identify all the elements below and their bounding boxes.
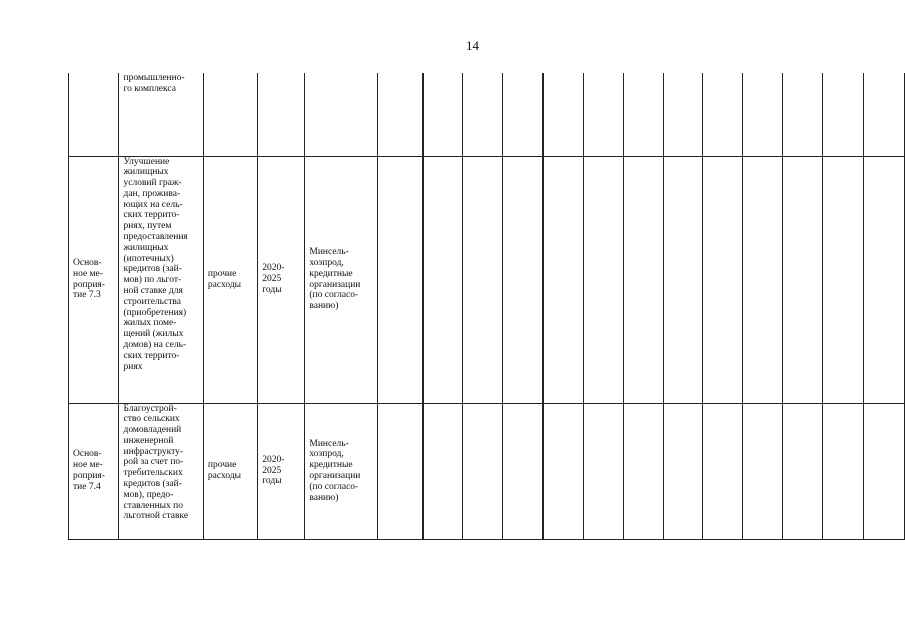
program-activities-table bbox=[68, 73, 905, 540]
executor-cell: Минсель- хозпрод, кредитные организации (по согласо- ванию) bbox=[305, 156, 377, 403]
empty-cell bbox=[663, 403, 702, 539]
activity-id-cell: Основ- ное ме- роприя- тие 7.3 bbox=[69, 156, 119, 403]
empty-cell bbox=[584, 156, 623, 403]
executor-cell bbox=[305, 73, 377, 156]
expense-type-cell: прочие расходы bbox=[203, 156, 257, 403]
period-cell bbox=[258, 73, 305, 156]
expense-type-cell bbox=[203, 73, 257, 156]
empty-cell bbox=[463, 73, 503, 156]
empty-cell bbox=[423, 156, 462, 403]
empty-cell bbox=[463, 156, 503, 403]
empty-cell bbox=[863, 73, 904, 156]
activity-name-cell: Улучшение жилищных условий граж- дан, прожива- ющих на сель- ских террито- риях, путем предоставления жилищных (ипотечных) кредитов (зай- мов) по льгот- ной ставке для строительства (приобретения) жилых поме- щений (жилых домов) на сель- ских террито- риях bbox=[119, 156, 203, 403]
table-row bbox=[69, 156, 905, 403]
empty-cell bbox=[584, 73, 623, 156]
empty-cell bbox=[703, 403, 742, 539]
empty-cell bbox=[703, 156, 742, 403]
empty-cell bbox=[863, 403, 904, 539]
empty-cell bbox=[623, 403, 663, 539]
empty-cell bbox=[742, 403, 782, 539]
expense-type-cell: прочие расходы bbox=[203, 403, 257, 539]
activity-name-cell: Благоустрой- ство сельских домовладений инженерной инфраструкту- рой за счет по- требительских кредитов (зай- мов), предо- ставленных по льготной ставке bbox=[119, 403, 203, 539]
empty-cell bbox=[823, 156, 863, 403]
executor-cell: Минсель- хозпрод, кредитные организации (по согласо- ванию) bbox=[305, 403, 377, 539]
empty-cell bbox=[663, 73, 702, 156]
empty-cell bbox=[623, 73, 663, 156]
period-cell: 2020- 2025 годы bbox=[258, 156, 305, 403]
empty-cell bbox=[543, 403, 583, 539]
empty-cell bbox=[503, 156, 543, 403]
empty-cell bbox=[584, 403, 623, 539]
empty-cell bbox=[782, 403, 822, 539]
empty-cell bbox=[377, 156, 423, 403]
empty-cell bbox=[863, 156, 904, 403]
empty-cell bbox=[377, 73, 423, 156]
activity-id-cell: Основ- ное ме- роприя- тие 7.4 bbox=[69, 403, 119, 539]
activity-id-cell bbox=[69, 73, 119, 156]
empty-cell bbox=[423, 73, 462, 156]
empty-cell bbox=[703, 73, 742, 156]
table-row bbox=[69, 73, 905, 156]
empty-cell bbox=[742, 73, 782, 156]
empty-cell bbox=[377, 403, 423, 539]
activity-name-cell: промышленно- го комплекса bbox=[119, 73, 203, 156]
table-row bbox=[69, 403, 905, 539]
period-cell: 2020- 2025 годы bbox=[258, 403, 305, 539]
empty-cell bbox=[823, 73, 863, 156]
empty-cell bbox=[663, 156, 702, 403]
page-number: 14 bbox=[466, 38, 479, 53]
empty-cell bbox=[742, 156, 782, 403]
empty-cell bbox=[503, 403, 543, 539]
empty-cell bbox=[782, 73, 822, 156]
empty-cell bbox=[463, 403, 503, 539]
empty-cell bbox=[423, 403, 462, 539]
empty-cell bbox=[543, 156, 583, 403]
empty-cell bbox=[823, 403, 863, 539]
empty-cell bbox=[503, 73, 543, 156]
empty-cell bbox=[782, 156, 822, 403]
empty-cell bbox=[543, 73, 583, 156]
empty-cell bbox=[623, 156, 663, 403]
